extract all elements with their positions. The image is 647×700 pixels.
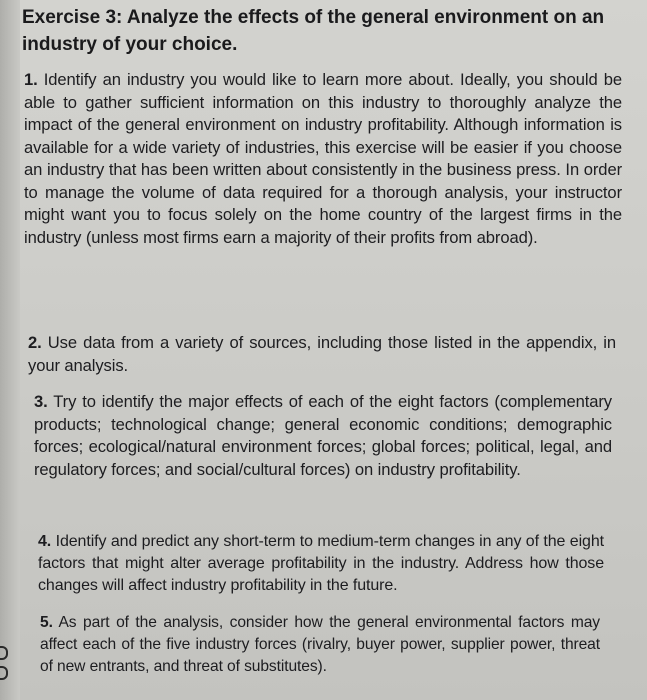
item-number: 5.: [40, 614, 53, 631]
exercise-title: Exercise 3: Analyze the effects of the general environment on an industry of your choice.: [22, 7, 605, 55]
list-item: [34, 391, 612, 481]
margin-mark: [0, 646, 8, 660]
list-item: [28, 332, 616, 377]
item-text: Identify an industry you would like to learn more about. Ideally, you should be able to gather sufficient information on this industry to thoroughly analyze the impact of the general environment on industry profitability. Although information is available for a wide variety of industries, this exercise will be easier if you choose an industry that has been written about consistently in the business press. In order to manage the volume of data required for a thorough analysis, your instructor might want you to focus solely on the home country of the largest firms in the industry (unless most firms earn a majority of their profits from abroad).: [24, 70, 622, 247]
item-text: Try to identify the major effects of each of the eight factors (complementary products; technological change; general economic conditions; demographic forces; ecological/natural environment forces; global forces; political, legal, and regulatory forces; and social/cultural forces) on industry profitability.: [34, 392, 612, 479]
page-left-edge: [0, 0, 20, 700]
margin-mark: [0, 666, 8, 680]
item-number: 2.: [28, 333, 42, 352]
item-number: 1.: [24, 70, 38, 89]
list-item: [24, 69, 622, 249]
item-number: 3.: [34, 392, 48, 411]
list-item: [38, 531, 604, 597]
item-number: 4.: [38, 533, 52, 550]
list-item: [40, 612, 600, 678]
item-text: Identify and predict any short-term to medium-term changes in any of the eight factors that might alter average profitability in the industry. Address how those changes will affect industry profitability in the future.: [38, 533, 604, 594]
item-text: Use data from a variety of sources, including those listed in the appendix, in your analysis.: [28, 333, 616, 375]
item-text: As part of the analysis, consider how the general environmental factors may affect each of the five industry forces (rivalry, buyer power, supplier power, threat of new entrants, and threat of substitutes).: [40, 614, 600, 675]
